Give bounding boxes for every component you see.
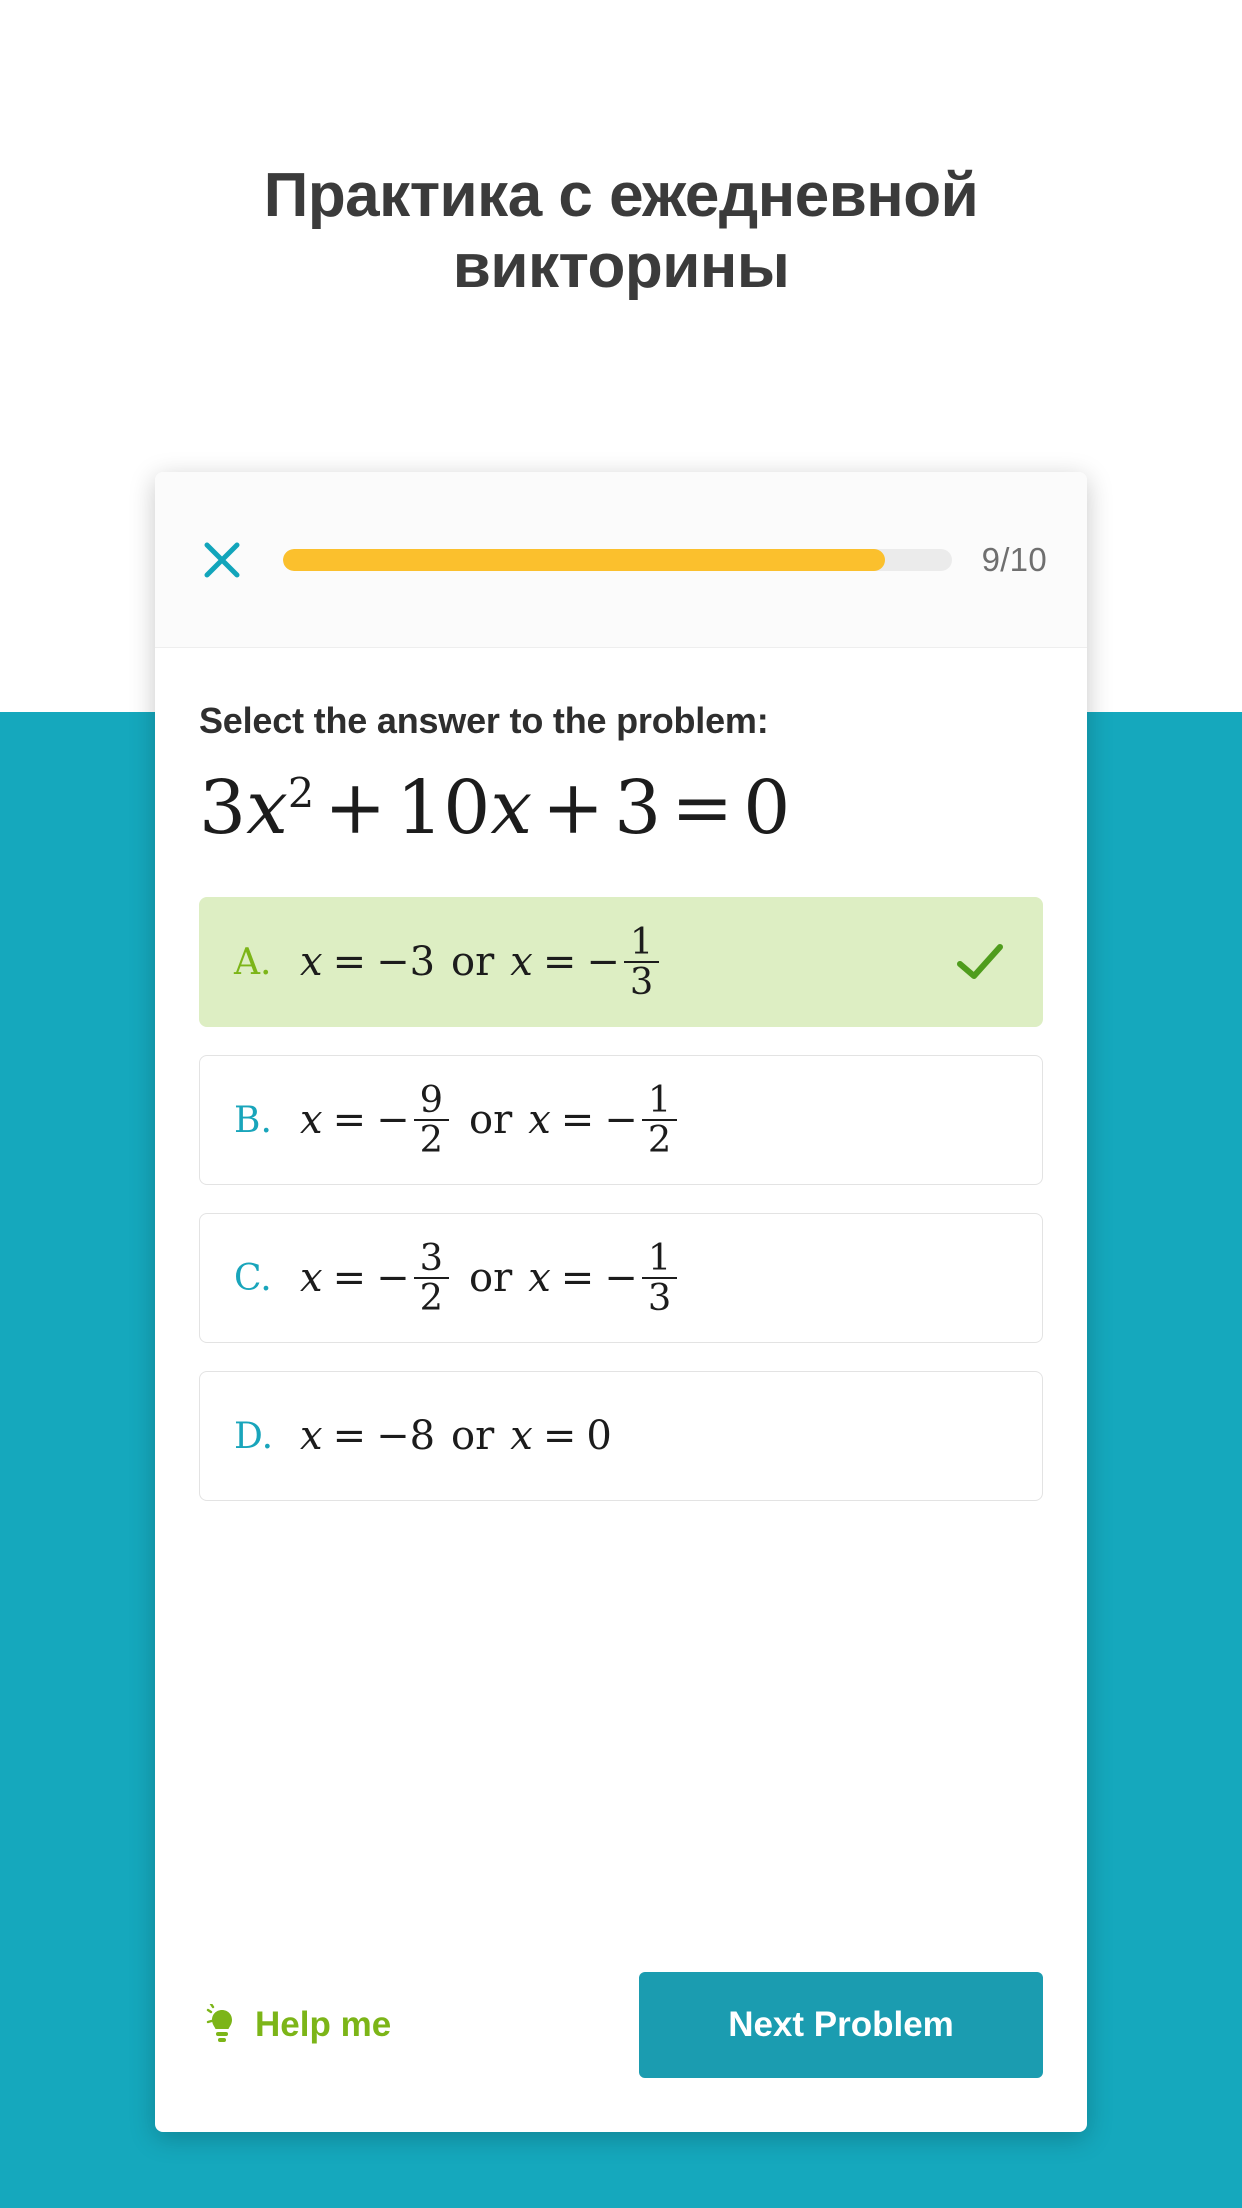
progress-bar [283, 549, 952, 571]
answer-option-d[interactable] [199, 1371, 1043, 1501]
quiz-topbar [155, 472, 1087, 648]
answer-option-b-value: x = − $\frac{9}{2}$ or x = − $\frac{1}{2}$ [300, 1081, 1008, 1160]
question-prompt: Select the answer to the problem: [199, 700, 769, 741]
answer-option-c-letter: C. [234, 1257, 272, 1299]
answer-option-b[interactable] [199, 1055, 1043, 1185]
quiz-footer [155, 1972, 1087, 2132]
close-icon[interactable] [195, 533, 249, 587]
answer-option-a-letter: A. [234, 941, 272, 983]
answer-option-c-value: x = − $\frac{3}{2}$ or x = − $\frac{1}{3}$ [300, 1239, 1008, 1318]
answer-option-b-letter: B. [234, 1099, 272, 1141]
answer-option-a[interactable] [199, 897, 1043, 1027]
quiz-body [155, 648, 1087, 1972]
lightbulb-icon [205, 2004, 239, 2046]
quiz-card [155, 472, 1087, 2132]
answer-option-d-value: x = −8 or x = 0 [300, 1413, 612, 1460]
help-me-label: Help me [255, 2005, 392, 2044]
next-problem-button[interactable]: Next Problem [639, 1972, 1043, 2078]
answer-option-c[interactable] [199, 1213, 1043, 1343]
progress-bar-fill [283, 549, 885, 571]
check-icon [952, 942, 1008, 982]
body-spacer [199, 1501, 1043, 1972]
question-equation: $3x^2 + 10x + 3 = 0$ [199, 765, 791, 851]
progress-label: 9/10 [981, 540, 1047, 578]
help-me-button[interactable] [199, 1994, 397, 2056]
answer-options [199, 897, 1043, 1501]
answer-option-a-value: x = −3 or x = − $\frac{1}{3}$ [300, 923, 952, 1002]
answer-option-d-letter: D. [234, 1415, 274, 1457]
page-title: Практика с ежедневной викторины [263, 161, 979, 302]
